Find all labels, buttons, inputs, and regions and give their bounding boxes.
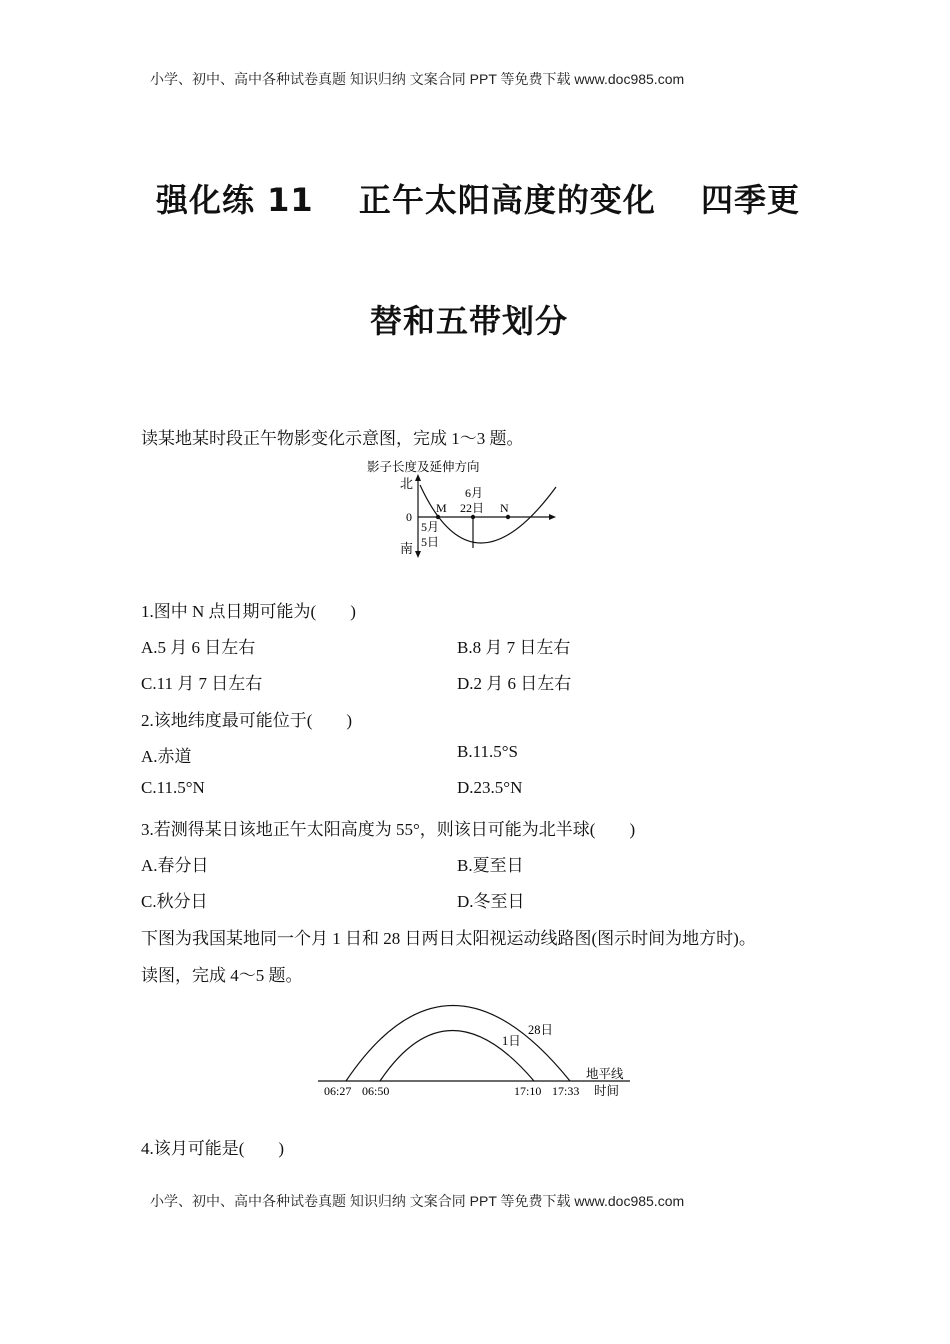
sunrise-28-time: 06:27	[324, 1084, 352, 1098]
horizon-label: 地平线	[586, 1067, 624, 1081]
question-3-stem: 3.若测得某日该地正午太阳高度为 55°，则该日可能为北半球( )	[141, 820, 636, 839]
sun-path-28	[346, 1006, 570, 1082]
page-title-line-1: 强化练 11 正午太阳高度的变化 四季更	[156, 181, 800, 219]
question-2-option-c[interactable]: C.11.5°N	[141, 778, 205, 797]
arrow-down-icon	[415, 551, 421, 558]
question-3-option-d[interactable]: D.冬至日	[457, 892, 525, 911]
may-label: 5月	[421, 520, 440, 534]
point-n-dot	[506, 515, 510, 519]
question-4-stem: 4.该月可能是( )	[141, 1139, 285, 1158]
question-3-option-b[interactable]: B.夏至日	[457, 856, 524, 875]
south-label: 南	[400, 541, 414, 556]
north-label: 北	[400, 476, 414, 491]
point-n-label: N	[500, 501, 509, 515]
question-2-option-d[interactable]: D.23.5°N	[457, 778, 523, 797]
sunrise-1-time: 06:50	[362, 1084, 390, 1098]
sun-path-diagram	[310, 995, 640, 1105]
question-1-stem: 1.图中 N 点日期可能为( )	[141, 602, 356, 621]
arrow-up-icon	[415, 474, 421, 481]
question-3-option-c[interactable]: C.秋分日	[141, 892, 208, 911]
page-title-line-2: 替和五带划分	[370, 302, 569, 340]
intro-text-1: 读某地某时段正午物影变化示意图，完成 1～3 题。	[141, 429, 524, 448]
page-footer-watermark: 小学、初中、高中各种试卷真题 知识归纳 文案合同 PPT 等免费下载 www.doc985.com	[150, 1193, 685, 1209]
question-1-option-a[interactable]: A.5 月 6 日左右	[141, 638, 256, 657]
intro-text-2-line-1: 下图为我国某地同一个月 1 日和 28 日两日太阳视运动线路图(图示时间为地方时)。	[141, 929, 756, 948]
sunset-1-time: 17:10	[514, 1084, 542, 1098]
question-3-option-a[interactable]: A.春分日	[141, 856, 209, 875]
shadow-change-diagram	[360, 455, 570, 565]
intro-text-2-line-2: 读图，完成 4～5 题。	[141, 966, 303, 985]
may-5-label: 5日	[421, 535, 440, 549]
arrow-right-icon	[549, 514, 556, 520]
diagram-title: 影子长度及延伸方向	[367, 460, 480, 474]
day-1-label: 1日	[502, 1034, 521, 1048]
day-28-label: 28日	[528, 1023, 554, 1037]
page-header-watermark: 小学、初中、高中各种试卷真题 知识归纳 文案合同 PPT 等免费下载 www.doc985.com	[150, 71, 685, 87]
point-m-label: M	[436, 501, 447, 515]
question-2-option-a[interactable]: A.赤道	[141, 747, 192, 766]
question-1-option-d[interactable]: D.2 月 6 日左右	[457, 674, 572, 693]
question-1-option-c[interactable]: C.11 月 7 日左右	[141, 674, 263, 693]
point-june22-dot	[471, 515, 475, 519]
question-2-stem: 2.该地纬度最可能位于( )	[141, 711, 353, 730]
question-2-option-b[interactable]: B.11.5°S	[457, 742, 518, 761]
june-label: 6月	[465, 486, 484, 500]
june-22-label: 22日	[460, 501, 485, 515]
point-m-dot	[436, 515, 440, 519]
time-axis-label: 时间	[594, 1084, 620, 1098]
zero-label: 0	[406, 510, 412, 524]
sunset-28-time: 17:33	[552, 1084, 580, 1098]
question-1-option-b[interactable]: B.8 月 7 日左右	[457, 638, 571, 657]
